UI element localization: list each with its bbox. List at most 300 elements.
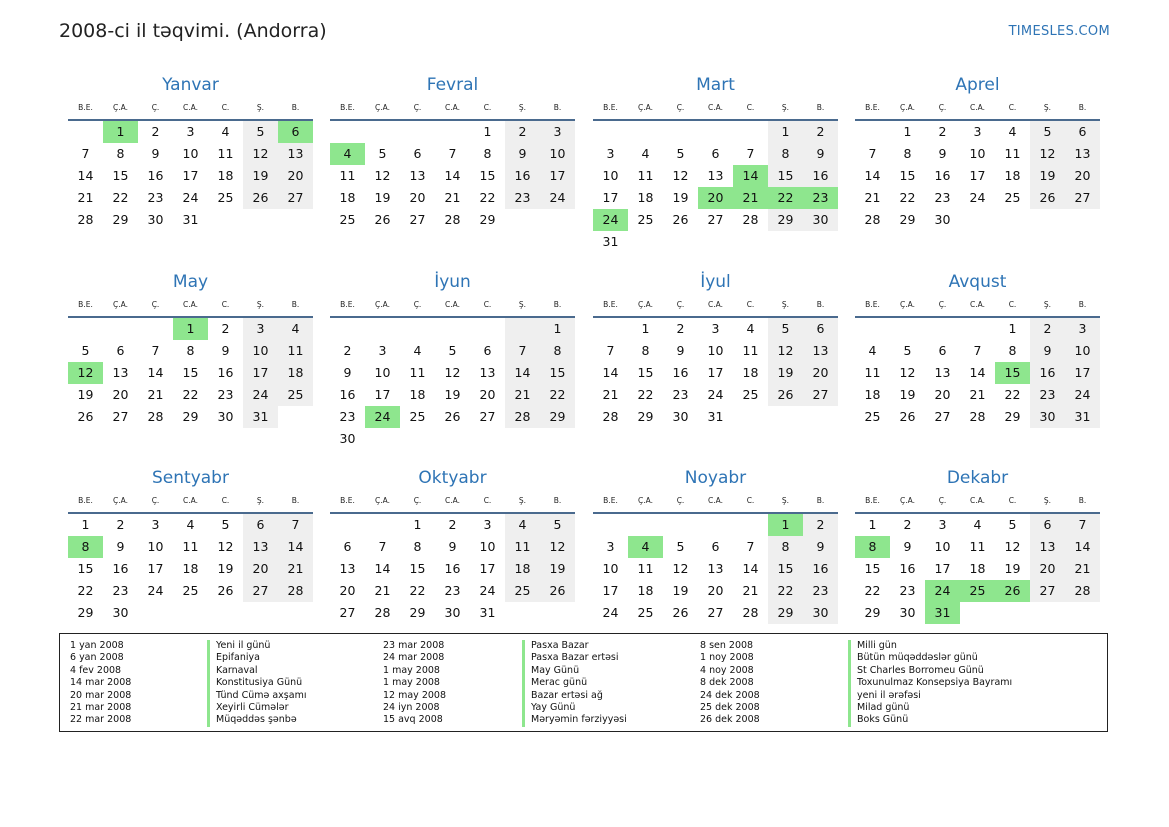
day-cell: 2 (1030, 318, 1065, 340)
day-cell: 20 (243, 558, 278, 580)
day-cell: 11 (217, 146, 234, 161)
day-cell: 17 (969, 168, 986, 183)
weekday-label: Ç.A. (637, 496, 653, 505)
legend-dates-column (700, 640, 760, 727)
legend-date: 6 yan 2008 (70, 652, 124, 664)
day-cell: 31 (925, 602, 960, 624)
weekday-label: B.E. (865, 300, 880, 309)
day-cell: 16 (672, 365, 689, 380)
day-cell: 25 (637, 212, 654, 227)
day-cell: 9 (903, 539, 912, 554)
weekday-label: C. (1008, 103, 1017, 112)
day-cell: 10 (243, 340, 278, 362)
weekday-label: C.A. (182, 496, 198, 505)
day-cell: 19 (899, 387, 916, 402)
weekday-label: C. (1008, 496, 1017, 505)
weekday-label: Ç. (151, 103, 160, 112)
day-cell: 14 (864, 168, 881, 183)
day-cell: 27 (339, 605, 356, 620)
day-cell: 7 (606, 343, 615, 358)
weekday-label: B.E. (603, 496, 618, 505)
weekday-label: Ş. (518, 103, 527, 112)
weekday-label: Ç. (938, 300, 947, 309)
empty-cell (208, 602, 243, 624)
day-cell: 28 (444, 212, 461, 227)
week-row (330, 514, 575, 536)
empty-cell (768, 231, 803, 253)
day-cell: 22 (112, 190, 129, 205)
weekday-label: C. (483, 496, 492, 505)
day-cell: 18 (217, 168, 234, 183)
week-row (68, 514, 313, 536)
day-cell: 31 (182, 212, 199, 227)
day-cell: 9 (803, 536, 838, 558)
legend-holiday-name: Milli gün (848, 640, 1012, 652)
day-cell: 4 (505, 514, 540, 536)
week-row (68, 536, 313, 558)
legend-date: 22 mar 2008 (70, 714, 132, 726)
weekday-label: B.E. (78, 300, 93, 309)
day-cell: 11 (742, 343, 759, 358)
day-cell: 3 (243, 318, 278, 340)
day-cell: 1 (103, 121, 138, 143)
day-cell: 6 (343, 539, 352, 554)
month-7 (593, 270, 838, 428)
empty-cell (505, 209, 540, 231)
week-row (330, 143, 575, 165)
legend-date: 26 dek 2008 (700, 714, 760, 726)
day-cell: 5 (676, 539, 685, 554)
day-cell: 21 (147, 387, 164, 402)
day-cell: 9 (505, 143, 540, 165)
day-cell: 25 (278, 384, 313, 406)
day-cell: 16 (505, 165, 540, 187)
legend-holiday-name: Merac günü (522, 677, 627, 689)
day-cell: 2 (221, 321, 230, 336)
day-cell: 29 (864, 605, 881, 620)
day-cell: 12 (444, 365, 461, 380)
day-cell: 3 (606, 146, 615, 161)
legend-holiday-name: Pasxa Bazar ertəsi (522, 652, 627, 664)
day-cell: 3 (973, 124, 982, 139)
day-cell: 9 (343, 365, 352, 380)
day-cell: 13 (707, 168, 724, 183)
weekday-label: B.E. (340, 103, 355, 112)
legend-holiday-name: Toxunulmaz Konsepsiya Bayramı (848, 677, 1012, 689)
empty-cell (505, 428, 540, 450)
day-cell: 10 (182, 146, 199, 161)
day-cell: 15 (637, 365, 654, 380)
empty-cell (960, 209, 995, 231)
day-cell: 20 (1030, 558, 1065, 580)
day-cell: 5 (676, 146, 685, 161)
week-row (330, 165, 575, 187)
day-cell: 23 (899, 583, 916, 598)
weekday-label: C.A. (182, 300, 198, 309)
weekday-label: C.A. (444, 300, 460, 309)
week-row (593, 514, 838, 536)
day-cell: 27 (803, 384, 838, 406)
weekday-label: B.E. (340, 300, 355, 309)
month-name: Yanvar (162, 75, 219, 95)
legend-holiday-name: St Charles Borromeu Günü (848, 665, 1012, 677)
day-cell: 20 (803, 362, 838, 384)
day-cell: 18 (339, 190, 356, 205)
day-cell: 13 (112, 365, 129, 380)
day-cell: 3 (151, 517, 160, 532)
month-name: Mart (696, 75, 735, 95)
empty-cell (698, 514, 733, 536)
day-cell: 11 (409, 365, 426, 380)
weekday-label: B.E. (340, 496, 355, 505)
legend-date: 1 may 2008 (383, 677, 440, 689)
day-cell: 23 (505, 187, 540, 209)
day-cell: 29 (479, 212, 496, 227)
weekday-header (330, 494, 575, 514)
day-cell: 12 (243, 143, 278, 165)
day-cell: 17 (479, 561, 496, 576)
day-cell: 16 (147, 168, 164, 183)
day-cell: 15 (182, 365, 199, 380)
day-cell: 17 (1065, 362, 1100, 384)
day-cell: 7 (746, 539, 755, 554)
day-cell: 27 (1065, 187, 1100, 209)
day-cell: 19 (444, 387, 461, 402)
weekday-label: Ş. (256, 300, 265, 309)
weekday-header (855, 494, 1100, 514)
day-cell: 7 (151, 343, 160, 358)
day-cell: 15 (864, 561, 881, 576)
day-cell: 31 (243, 406, 278, 428)
day-cell: 1 (483, 124, 492, 139)
day-cell: 6 (413, 146, 422, 161)
month-name: Noyabr (684, 468, 747, 488)
empty-cell (698, 121, 733, 143)
day-cell: 7 (746, 146, 755, 161)
empty-cell (628, 231, 663, 253)
day-cell: 13 (409, 168, 426, 183)
day-cell: 10 (707, 343, 724, 358)
day-cell: 9 (803, 143, 838, 165)
week-row (330, 362, 575, 384)
week-row (855, 536, 1100, 558)
day-cell: 25 (960, 580, 995, 602)
day-cell: 26 (1030, 187, 1065, 209)
empty-cell (995, 602, 1030, 624)
empty-cell (1030, 602, 1065, 624)
empty-cell (435, 318, 470, 340)
day-cell: 12 (217, 539, 234, 554)
brand-link[interactable]: TIMESLES.COM (1008, 24, 1110, 39)
weekday-label: C.A. (444, 496, 460, 505)
day-cell: 23 (803, 580, 838, 602)
day-cell: 25 (1004, 190, 1021, 205)
week-row (68, 580, 313, 602)
day-cell: 6 (711, 146, 720, 161)
week-row (68, 187, 313, 209)
empty-cell (733, 121, 768, 143)
weekday-label: C. (221, 103, 230, 112)
empty-cell (208, 209, 243, 231)
day-cell: 24 (707, 387, 724, 402)
day-cell: 19 (1004, 561, 1021, 576)
day-cell: 18 (182, 561, 199, 576)
weekday-label: B.E. (78, 496, 93, 505)
weekday-label: C.A. (707, 103, 723, 112)
day-cell: 10 (1065, 340, 1100, 362)
day-cell: 7 (1065, 514, 1100, 536)
day-cell: 22 (1004, 387, 1021, 402)
day-cell: 25 (637, 605, 654, 620)
weekday-label: C. (483, 103, 492, 112)
day-cell: 30 (803, 209, 838, 231)
week-row (855, 362, 1100, 384)
day-cell: 7 (973, 343, 982, 358)
empty-cell (243, 602, 278, 624)
day-cell: 10 (147, 539, 164, 554)
day-cell: 13 (1065, 143, 1100, 165)
week-row (593, 340, 838, 362)
month-name: May (172, 272, 209, 292)
day-cell: 20 (479, 387, 496, 402)
day-cell: 18 (969, 561, 986, 576)
day-cell: 31 (707, 409, 724, 424)
day-cell: 24 (182, 190, 199, 205)
month-6 (330, 270, 575, 450)
weekday-label: Ç.A. (374, 496, 390, 505)
week-row (330, 536, 575, 558)
month-name: Oktyabr (418, 468, 487, 488)
empty-cell (138, 602, 173, 624)
day-cell: 15 (540, 362, 575, 384)
week-row (330, 209, 575, 231)
day-cell: 24 (243, 384, 278, 406)
day-cell: 4 (278, 318, 313, 340)
day-cell: 24 (1065, 384, 1100, 406)
day-cell: 5 (81, 343, 90, 358)
day-cell: 29 (409, 605, 426, 620)
day-cell: 22 (768, 580, 803, 602)
weekday-label: C.A. (969, 496, 985, 505)
day-cell: 8 (483, 146, 492, 161)
day-cell: 6 (1065, 121, 1100, 143)
legend-date: 1 yan 2008 (70, 640, 124, 651)
day-cell: 23 (1030, 384, 1065, 406)
legend-dates-column (70, 640, 131, 727)
day-cell: 30 (339, 431, 356, 446)
day-cell: 19 (77, 387, 94, 402)
legend-holiday-name: Xeyirli Cümələr (207, 702, 306, 714)
empty-cell (628, 514, 663, 536)
legend-date: 23 mar 2008 (383, 640, 445, 651)
day-cell: 9 (151, 146, 160, 161)
day-cell: 16 (112, 561, 129, 576)
week-row (593, 143, 838, 165)
month-name: İyun (434, 272, 471, 292)
weekday-label: Ç.A. (112, 496, 128, 505)
weekday-header (330, 298, 575, 318)
day-cell: 8 (68, 536, 103, 558)
day-cell: 25 (217, 190, 234, 205)
legend-date: 25 dek 2008 (700, 701, 760, 713)
day-cell: 27 (243, 580, 278, 602)
day-cell: 5 (903, 343, 912, 358)
day-cell: 15 (768, 558, 803, 580)
weekday-label: Ç.A. (637, 300, 653, 309)
day-cell: 3 (711, 321, 720, 336)
day-cell: 15 (77, 561, 94, 576)
empty-cell (890, 318, 925, 340)
day-cell: 11 (182, 539, 199, 554)
week-row (68, 340, 313, 362)
day-cell: 29 (77, 605, 94, 620)
day-cell: 23 (803, 187, 838, 209)
day-cell: 11 (339, 168, 356, 183)
legend-holiday-name: Məryəmin fərziyyəsi (522, 714, 627, 726)
day-cell: 10 (934, 539, 951, 554)
weekday-label: Ç.A. (637, 103, 653, 112)
day-cell: 13 (278, 143, 313, 165)
weekday-label: Ş. (1043, 103, 1052, 112)
day-cell: 9 (938, 146, 947, 161)
day-cell: 2 (803, 514, 838, 536)
day-cell: 31 (479, 605, 496, 620)
day-cell: 12 (540, 536, 575, 558)
day-cell: 14 (278, 536, 313, 558)
weekday-label: C. (221, 496, 230, 505)
day-cell: 20 (1065, 165, 1100, 187)
day-cell: 26 (672, 605, 689, 620)
weekday-label: C.A. (444, 103, 460, 112)
day-cell: 24 (479, 583, 496, 598)
day-cell: 2 (676, 321, 685, 336)
day-cell: 30 (147, 212, 164, 227)
day-cell: 18 (278, 362, 313, 384)
day-cell: 21 (278, 558, 313, 580)
day-cell: 28 (77, 212, 94, 227)
day-cell: 1 (81, 517, 90, 532)
empty-cell (593, 318, 628, 340)
empty-cell (628, 121, 663, 143)
day-cell: 5 (540, 514, 575, 536)
empty-cell (855, 318, 890, 340)
day-cell: 10 (479, 539, 496, 554)
weekday-label: Ç. (676, 300, 685, 309)
weekday-label: C. (746, 496, 755, 505)
legend-holiday-name: Boks Günü (848, 714, 1012, 726)
day-cell: 22 (409, 583, 426, 598)
week-row (330, 187, 575, 209)
empty-cell (365, 121, 400, 143)
week-row (68, 318, 313, 340)
day-cell: 15 (112, 168, 129, 183)
day-cell: 26 (217, 583, 234, 598)
empty-cell (68, 121, 103, 143)
week-row (593, 536, 838, 558)
weekday-label: Ç.A. (374, 103, 390, 112)
weekday-label: B. (1078, 496, 1087, 505)
day-cell: 7 (81, 146, 90, 161)
week-row (593, 121, 838, 143)
empty-cell (278, 209, 313, 231)
month-3 (593, 73, 838, 253)
day-cell: 19 (768, 362, 803, 384)
week-row (593, 318, 838, 340)
week-row (330, 580, 575, 602)
day-cell: 21 (864, 190, 881, 205)
legend-date: 24 iyn 2008 (383, 701, 440, 713)
empty-cell (768, 406, 803, 428)
day-cell: 4 (628, 536, 663, 558)
empty-cell (505, 602, 540, 624)
weekday-label: B. (1078, 103, 1087, 112)
holiday-legend (59, 633, 1108, 732)
day-cell: 26 (77, 409, 94, 424)
weekday-label: B. (816, 300, 825, 309)
day-cell: 28 (742, 605, 759, 620)
empty-cell (540, 209, 575, 231)
day-cell: 31 (602, 234, 619, 249)
day-cell: 5 (1008, 517, 1017, 532)
weekday-label: B. (291, 300, 300, 309)
month-name: İyul (700, 272, 731, 292)
day-cell: 27 (1030, 580, 1065, 602)
week-row (855, 406, 1100, 428)
weekday-label: Ş. (256, 496, 265, 505)
day-cell: 11 (278, 340, 313, 362)
empty-cell (733, 514, 768, 536)
day-cell: 26 (899, 409, 916, 424)
day-cell: 25 (339, 212, 356, 227)
day-cell: 12 (899, 365, 916, 380)
day-cell: 17 (602, 583, 619, 598)
day-cell: 16 (444, 561, 461, 576)
day-cell: 22 (540, 384, 575, 406)
weekday-header (68, 494, 313, 514)
day-cell: 26 (540, 580, 575, 602)
day-cell: 26 (768, 384, 803, 406)
legend-holiday-name: May Günü (522, 665, 627, 677)
page-title: 2008-ci il təqvimi. (Andorra) (59, 20, 327, 42)
day-cell: 10 (969, 146, 986, 161)
day-cell: 27 (409, 212, 426, 227)
day-cell: 12 (768, 340, 803, 362)
weekday-label: C.A. (969, 300, 985, 309)
day-cell: 11 (1004, 146, 1021, 161)
empty-cell (995, 209, 1030, 231)
day-cell: 1 (868, 517, 877, 532)
day-cell: 23 (339, 409, 356, 424)
weekday-label: B. (291, 103, 300, 112)
legend-date: 20 mar 2008 (70, 689, 132, 701)
weekday-label: B.E. (865, 103, 880, 112)
empty-cell (540, 602, 575, 624)
day-cell: 18 (742, 365, 759, 380)
day-cell: 7 (278, 514, 313, 536)
day-cell: 13 (803, 340, 838, 362)
weekday-label: C. (483, 300, 492, 309)
day-cell: 28 (864, 212, 881, 227)
day-cell: 17 (243, 362, 278, 384)
day-cell: 28 (278, 580, 313, 602)
day-cell: 30 (803, 602, 838, 624)
empty-cell (663, 121, 698, 143)
month-9 (68, 466, 313, 624)
day-cell: 1 (540, 318, 575, 340)
empty-cell (400, 428, 435, 450)
day-cell: 17 (374, 387, 391, 402)
day-cell: 12 (1004, 539, 1021, 554)
